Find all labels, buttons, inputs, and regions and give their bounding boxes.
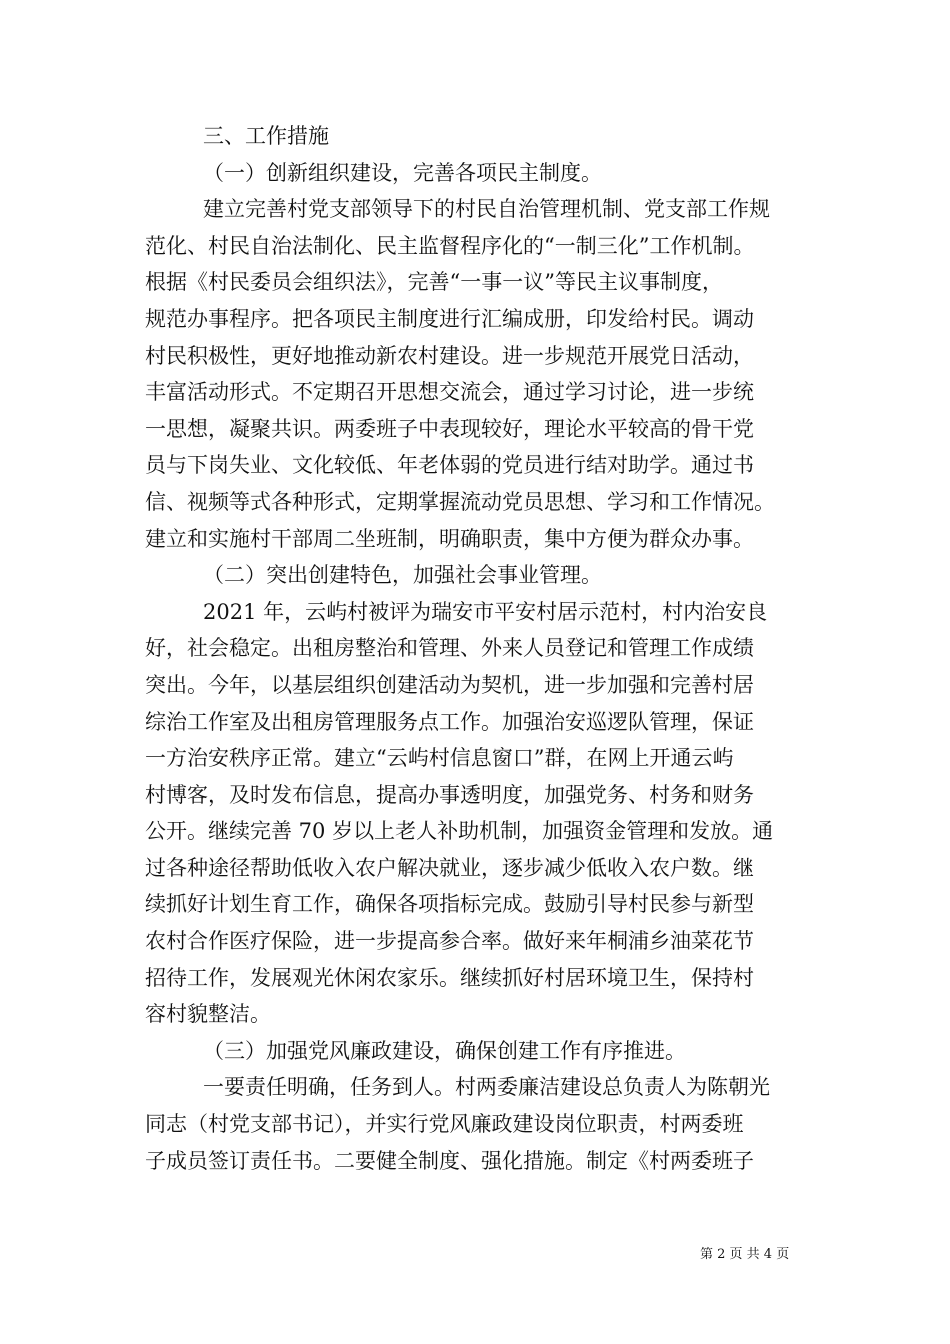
page-number: 第 2 页 共 4 页 bbox=[700, 1247, 790, 1262]
text-line: （一）创新组织建设，完善各项民主制度。 bbox=[203, 160, 602, 185]
text-line: 公开。继续完善 70 岁以上老人补助机制，加强资金管理和发放。通 bbox=[145, 819, 774, 844]
text-line: 同志（村党支部书记），并实行党风廉政建设岗位职责，村两委班 bbox=[145, 1112, 744, 1137]
text-line: 容村貌整洁。 bbox=[145, 1002, 271, 1027]
document-body bbox=[145, 118, 817, 1179]
text-line: 招待工作，发展观光休闲农家乐。继续抓好村居环境卫生，保持村 bbox=[145, 965, 754, 990]
text-line: （三）加强党风廉政建设，确保创建工作有序推进。 bbox=[203, 1038, 686, 1063]
text-line: 规范办事程序。把各项民主制度进行汇编成册，印发给村民。调动 bbox=[145, 306, 754, 331]
text-line: 范化、村民自治法制化、民主监督程序化的“一制三化”工作机制。 bbox=[145, 233, 755, 258]
text-line: 一思想，凝聚共识。两委班子中表现较好，理论水平较高的骨干党 bbox=[145, 416, 754, 441]
text-line: 子成员签订责任书。二要健全制度、强化措施。制定《村两委班子 bbox=[145, 1148, 754, 1173]
text-line: 续抓好计划生育工作，确保各项指标完成。鼓励引导村民参与新型 bbox=[145, 892, 754, 917]
text-line: 一要责任明确，任务到人。村两委廉洁建设总负责人为陈朝光 bbox=[203, 1075, 770, 1100]
text-line: 过各种途径帮助低收入农户解决就业，逐步减少低收入农户数。继 bbox=[145, 855, 754, 880]
text-line: 农村合作医疗保险，进一步提高参合率。做好来年桐浦乡油菜花节 bbox=[145, 929, 754, 954]
text-line: 丰富活动形式。不定期召开思想交流会，通过学习讨论，进一步统 bbox=[145, 380, 754, 405]
text-line: 村民积极性，更好地推动新农村建设。进一步规范开展党日活动， bbox=[145, 343, 754, 368]
text-line: 好，社会稳定。出租房整治和管理、外来人员登记和管理工作成绩 bbox=[145, 636, 754, 661]
text-line: 综治工作室及出租房管理服务点工作。加强治安巡逻队管理，保证 bbox=[145, 709, 754, 734]
text-line: 三、工作措施 bbox=[203, 124, 329, 148]
text-line: 信、视频等式各种形式，定期掌握流动党员思想、学习和工作情况。 bbox=[145, 489, 775, 514]
text-line: 建立完善村党支部领导下的村民自治管理机制、党支部工作规 bbox=[203, 197, 770, 222]
text-line: （二）突出创建特色，加强社会事业管理。 bbox=[203, 563, 602, 588]
text-line: 一方治安秩序正常。建立“云屿村信息窗口”群，在网上开通云屿 bbox=[145, 746, 734, 771]
text-line: 建立和实施村干部周二坐班制，明确职责，集中方便为群众办事。 bbox=[145, 526, 754, 551]
text-line: 根据《村民委员会组织法》，完善“一事一议”等民主议事制度， bbox=[145, 270, 723, 295]
text-line: 2021 年，云屿村被评为瑞安市平安村居示范村，村内治安良 bbox=[203, 599, 768, 624]
text-line: 员与下岗失业、文化较低、年老体弱的党员进行结对助学。通过书 bbox=[145, 453, 754, 478]
text-line: 村博客，及时发布信息，提高办事透明度，加强党务、村务和财务 bbox=[145, 782, 754, 807]
text-line: 突出。今年，以基层组织创建活动为契机，进一步加强和完善村居 bbox=[145, 672, 754, 697]
